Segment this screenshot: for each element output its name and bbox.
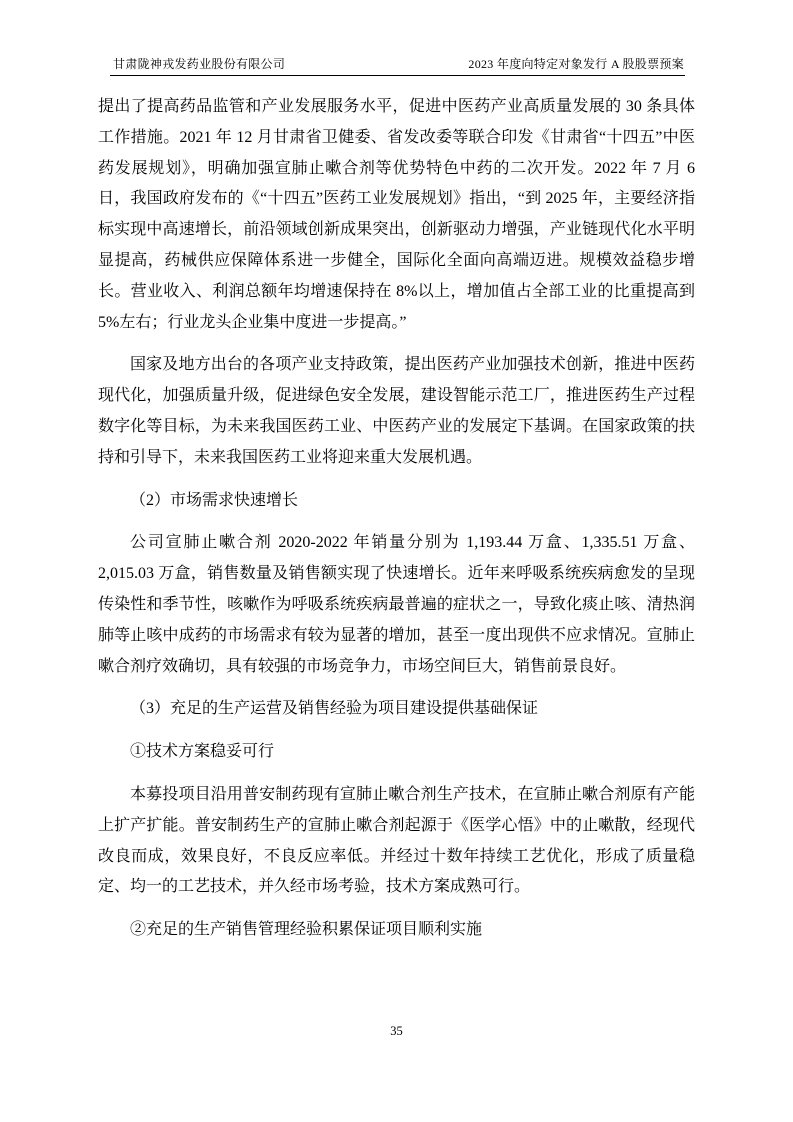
running-header xyxy=(110,52,685,76)
page-body xyxy=(98,92,695,946)
subheading-technical-plan: ①技术方案稳妥可行 xyxy=(130,743,275,761)
section-heading-market-demand: （2）市场需求快速增长 xyxy=(130,491,299,509)
header-document-title: 2023 年度向特定对象发行 A 股股票预案 xyxy=(468,57,684,71)
subheading-management-experience: ②充足的生产销售管理经验积累保证项目顺利实施 xyxy=(130,921,483,939)
paragraph-production-technology: 本募投项目沿用普安制药现有宣肺止嗽合剂生产技术，在宣肺止嗽合剂原有产能上扩产扩能。普安制药生产的宣肺止嗽合剂起源于《医学心悟》中的止嗽散，经现代改良而成，效果良好，不良反应率低。并经过十数年持续工艺优化，形成了质量稳定、均一的工艺技术，并久经市场考验，技术方案成熟可行。 xyxy=(98,785,695,896)
section-heading-operation-experience: （3）充足的生产运营及销售经验为项目建设提供基础保证 xyxy=(130,700,539,718)
paragraph-policy-measures: 提出了提高药品监管和产业发展服务水平，促进中医药产业高质量发展的 30 条具体工作措施。2021 年 12 月甘肃省卫健委、省发改委等联合印发《甘肃省“十四五”中医药发展规划》，明确加强宣肺止嗽合剂等优势特色中药的二次开发。2022 年 7 月 6 日，我国政府发布的《“十四五”医药工业发展规划》指出，“到 2025 年，主要经济指标实现中高速增长，前沿领域创新成果突出，创新驱动力增强，产业链现代化水平明显提高，药械供应保障体系进一步健全，国际化全面向高端迈进。规模效益稳步增长。营业收入、利润总额年均增速保持在 8%以上，增加值占全部工业的比重提高到 5%左右；行业龙头企业集中度进一步提高。” xyxy=(98,98,695,331)
page-number: 35 xyxy=(390,1024,403,1038)
paragraph-industry-policy-summary: 国家及地方出台的各项产业支持政策，提出医药产业加强技术创新，推进中医药现代化，加强质量升级，促进绿色安全发展，建设智能示范工厂，推进医药生产过程数字化等目标，为未来我国医药工业、中医药产业的发展定下基调。在国家政策的扶持和引导下，未来我国医药工业将迎来重大发展机遇。 xyxy=(98,356,695,466)
paragraph-sales-growth: 公司宣肺止嗽合剂 2020-2022 年销量分别为 1,193.44 万盒、1,335.51 万盒、2,015.03 万盒，销售数量及销售额实现了快速增长。近年来呼吸系统疾病愈发的呈现传染性和季节性，咳嗽作为呼吸系统疾病最普遍的症状之一，导致化痰止咳、清热润肺等止咳中成药的市场需求有较为显著的增加，甚至一度出现供不应求情况。宣肺止嗽合剂疗效确切，具有较强的市场竞争力，市场空间巨大，销售前景良好。 xyxy=(98,534,695,675)
header-company-name: 甘肃陇神戎发药业股份有限公司 xyxy=(113,57,286,71)
